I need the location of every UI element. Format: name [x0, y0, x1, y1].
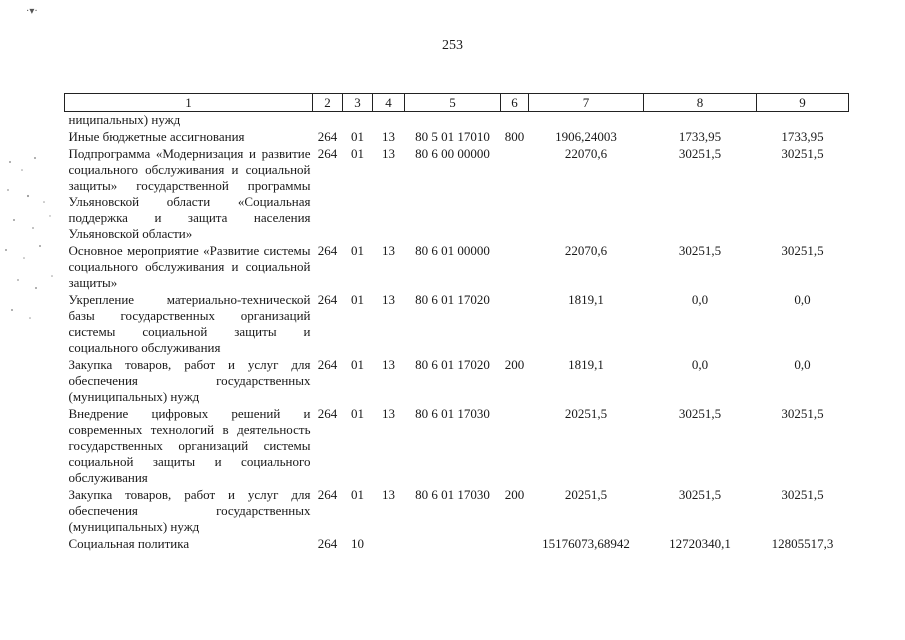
row-value-7: 1819,1	[568, 292, 604, 307]
row-value-8: 1733,95	[678, 129, 722, 144]
row-code-5: 80 5 01 17010	[415, 129, 490, 144]
row-name: Подпрограмма «Модернизация и развитие социального обслуживания и социальной защиты» государственной программы Ульяновской области «Социальная поддержка и защита населения Ульяновской области»	[68, 146, 311, 241]
table-body	[65, 112, 849, 554]
row-code-2: 264	[317, 292, 338, 307]
column-header-1: 1	[65, 94, 313, 112]
row-code-6: 200	[504, 487, 525, 502]
row-value-9: 0,0	[794, 292, 811, 307]
row-code-2: 264	[317, 357, 338, 372]
column-header-5: 5	[405, 94, 501, 112]
row-code-3: 10	[351, 536, 364, 551]
row-code-5: 80 6 01 00000	[415, 243, 490, 258]
row-name: Социальная политика	[68, 536, 190, 551]
row-code-4	[373, 536, 405, 553]
row-code-6	[501, 292, 529, 357]
row-code-2: 264	[317, 129, 338, 144]
page-number: 253	[442, 38, 463, 53]
row-value-8: 30251,5	[678, 243, 722, 258]
table-header-row	[65, 94, 849, 112]
row-code-2: 264	[317, 406, 338, 421]
table-row	[65, 292, 849, 357]
row-name: Закупка товаров, работ и услуг для обеспечения государственных (муниципальных) нужд	[68, 357, 311, 404]
row-code-3: 01	[351, 406, 364, 421]
row-code-4: 13	[382, 292, 395, 307]
table-row	[65, 536, 849, 553]
table-row	[65, 406, 849, 487]
column-header-4: 4	[373, 94, 405, 112]
row-value-9: 30251,5	[781, 487, 824, 502]
row-name: Укрепление материально-технической базы государственных организаций системы социальной защиты и социального обслуживания	[68, 292, 311, 355]
row-code-5: 80 6 01 17030	[415, 487, 490, 502]
row-code-6	[501, 146, 529, 243]
row-code-5: 80 6 01 17020	[415, 357, 490, 372]
row-code-3: 01	[351, 243, 364, 258]
row-code-6	[501, 243, 529, 292]
row-value-8	[644, 112, 757, 130]
row-code-4: 13	[382, 406, 395, 421]
scan-artifact	[0, 150, 60, 330]
row-value-9: 12805517,3	[771, 536, 834, 551]
table-row	[65, 243, 849, 292]
table-row	[65, 146, 849, 243]
table-row	[65, 129, 849, 146]
table-row	[65, 487, 849, 536]
row-value-9: 0,0	[794, 357, 811, 372]
row-value-7: 1906,24003	[555, 129, 617, 144]
row-code-5: 80 6 01 17030	[415, 406, 490, 421]
row-code-2: 264	[317, 243, 338, 258]
column-header-2: 2	[313, 94, 343, 112]
row-value-8: 12720340,1	[669, 536, 731, 551]
row-code-3: 01	[351, 487, 364, 502]
row-code-3: 01	[351, 146, 364, 161]
row-code-4: 13	[382, 146, 395, 161]
row-code-6	[501, 406, 529, 487]
row-value-7: 15176073,68942	[542, 536, 630, 551]
column-header-7: 7	[529, 94, 644, 112]
row-code-6: 200	[504, 357, 525, 372]
row-code-6	[501, 112, 529, 130]
row-code-2: 264	[317, 536, 338, 551]
row-code-6	[501, 536, 529, 553]
row-value-9: 30251,5	[781, 146, 824, 161]
row-value-8: 0,0	[691, 357, 709, 372]
row-code-3: 01	[351, 292, 364, 307]
row-code-4: 13	[382, 357, 395, 372]
table-row	[65, 357, 849, 406]
row-code-4: 13	[382, 487, 395, 502]
row-value-7: 20251,5	[564, 406, 608, 421]
row-value-9: 30251,5	[781, 243, 824, 258]
row-value-8: 0,0	[691, 292, 709, 307]
row-code-6: 800	[504, 129, 525, 144]
row-value-7: 22070,6	[564, 243, 608, 258]
row-code-4	[373, 112, 405, 130]
row-name: Внедрение цифровых решений и современных технологий в деятельность государственных организаций системы социальной защиты и социального обслуживания	[68, 406, 311, 485]
row-code-2	[313, 112, 343, 130]
row-value-9	[757, 112, 849, 130]
row-code-4: 13	[382, 129, 395, 144]
row-value-8: 30251,5	[678, 146, 722, 161]
row-code-3	[343, 112, 373, 130]
row-value-8: 30251,5	[678, 406, 722, 421]
row-code-2: 264	[317, 146, 338, 161]
column-header-6: 6	[501, 94, 529, 112]
column-header-3: 3	[343, 94, 373, 112]
row-code-5: 80 6 01 17020	[415, 292, 490, 307]
row-code-2: 264	[317, 487, 338, 502]
row-value-8: 30251,5	[678, 487, 722, 502]
row-code-4: 13	[382, 243, 395, 258]
row-code-5	[405, 112, 501, 130]
row-value-7	[529, 112, 644, 130]
row-name: Иные бюджетные ассигнования	[68, 129, 245, 144]
row-code-3: 01	[351, 129, 364, 144]
row-name: ниципальных) нужд	[68, 112, 181, 127]
row-code-5	[405, 536, 501, 553]
row-value-9: 30251,5	[781, 406, 824, 421]
row-value-7: 20251,5	[564, 487, 608, 502]
column-header-8: 8	[644, 94, 757, 112]
budget-table	[64, 93, 849, 553]
row-value-7: 1819,1	[568, 357, 604, 372]
row-name: Основное мероприятие «Развитие системы социального обслуживания и социальной защиты»	[68, 243, 311, 290]
scan-corner-mark: ·▾·	[26, 6, 38, 17]
column-header-9: 9	[757, 94, 849, 112]
row-name: Закупка товаров, работ и услуг для обеспечения государственных (муниципальных) нужд	[68, 487, 311, 534]
row-code-3: 01	[351, 357, 364, 372]
row-value-7: 22070,6	[564, 146, 608, 161]
row-value-9: 1733,95	[781, 129, 824, 144]
table-row	[65, 112, 849, 130]
row-code-5: 80 6 00 00000	[415, 146, 490, 161]
